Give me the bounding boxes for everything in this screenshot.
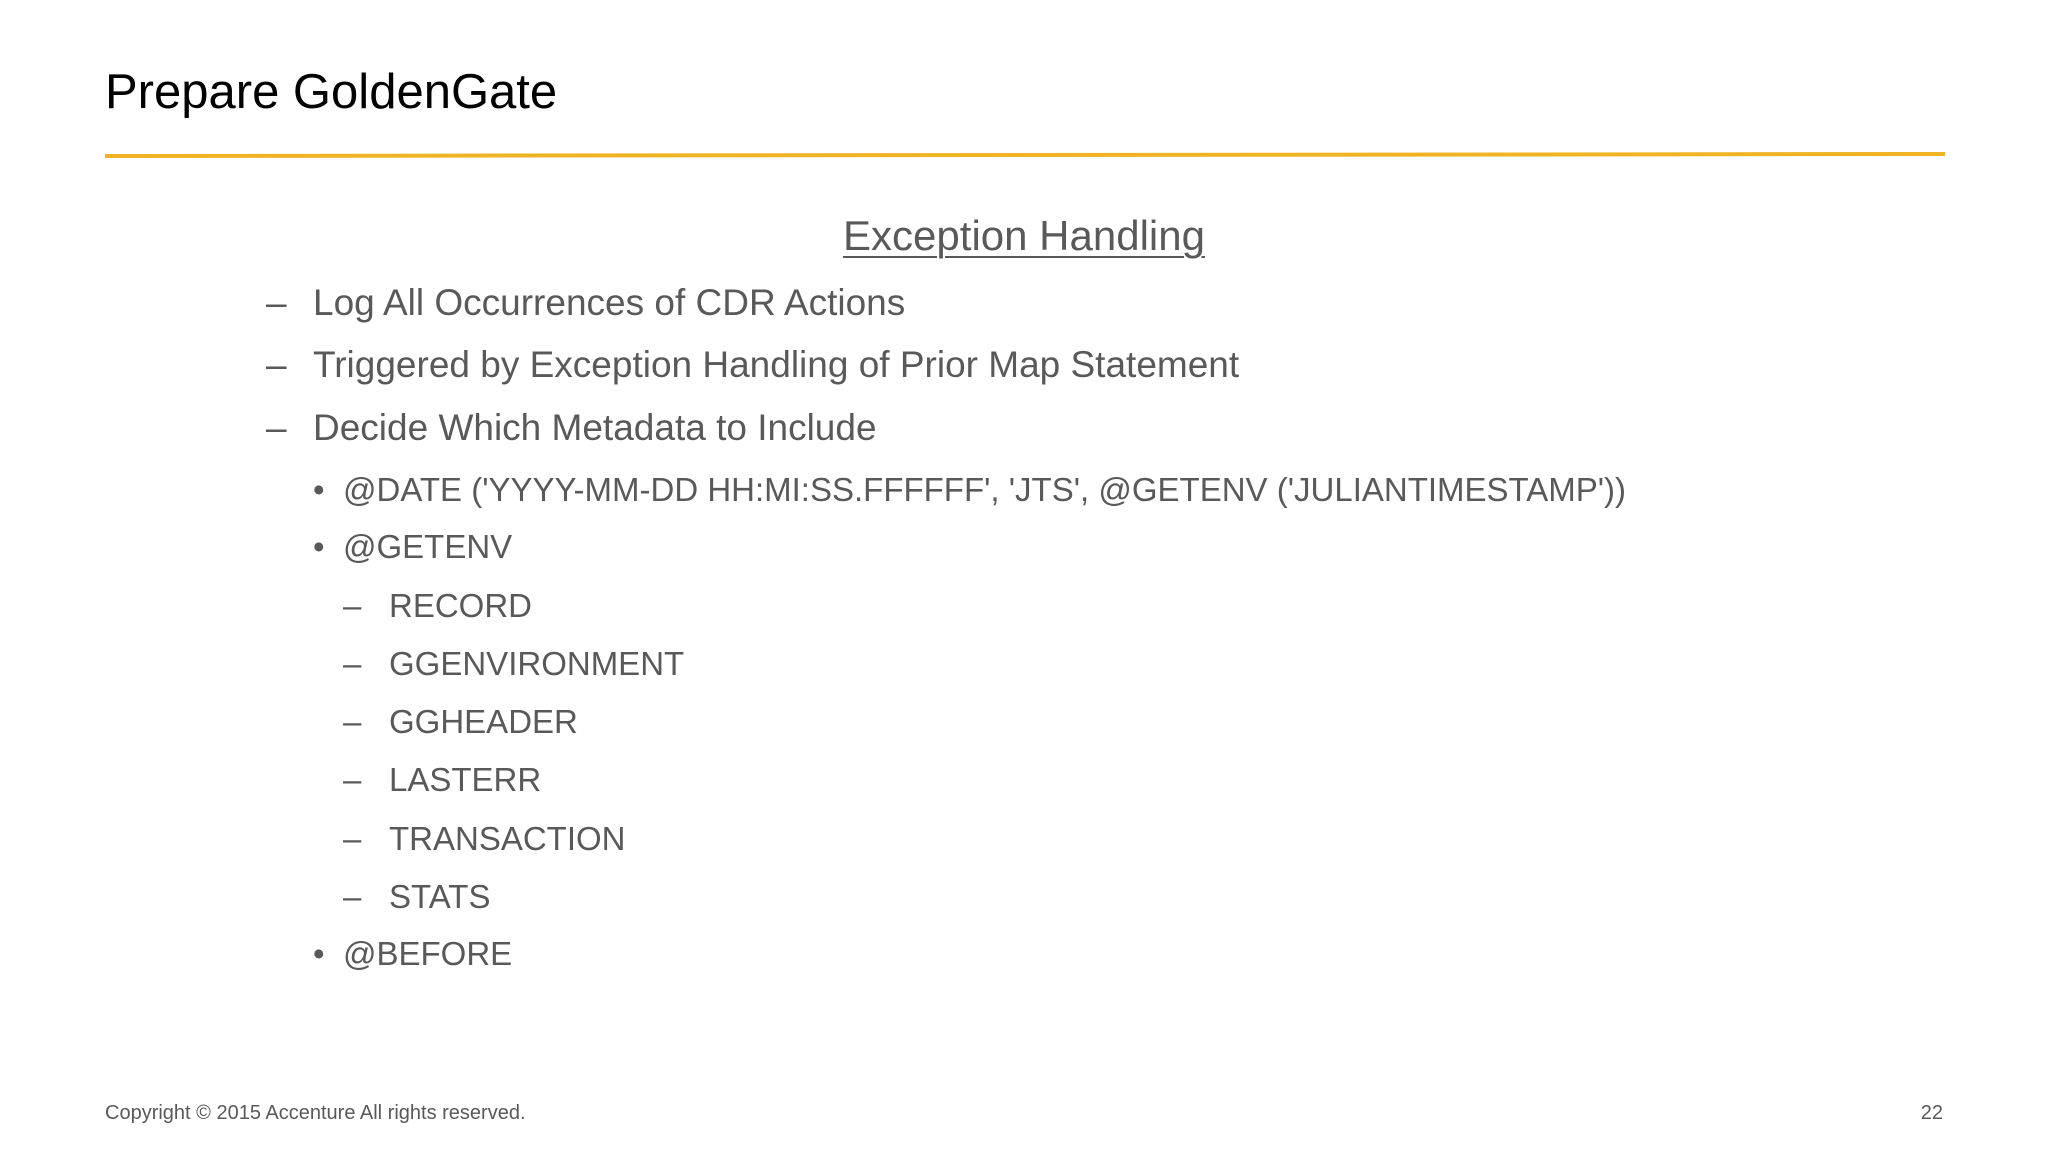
list-item: Triggered by Exception Handling of Prior Map Statement (313, 344, 1240, 385)
list-item: @GETENV (343, 528, 513, 565)
dash-marker: – (343, 645, 362, 682)
list-item: @DATE ('YYYY-MM-DD HH:MI:SS.FFFFFF', 'JTS', @GETENV ('JULIANTIMESTAMP')) (343, 471, 1627, 508)
dash-marker: – (343, 703, 362, 740)
list-item: GGENVIRONMENT (389, 645, 685, 682)
footer-copyright: Copyright © 2015 Accenture All rights reserved. (105, 1102, 526, 1124)
list-item: LASTERR (389, 761, 542, 798)
dash-marker: – (266, 282, 287, 323)
bullet-marker: • (313, 935, 325, 972)
dash-marker: – (343, 587, 362, 624)
list-item: TRANSACTION (389, 820, 626, 857)
dash-marker: – (343, 820, 362, 857)
dash-marker: – (343, 761, 362, 798)
dash-marker: – (266, 407, 287, 448)
list-item: STATS (389, 878, 491, 915)
page-number: 22 (1920, 1102, 1943, 1124)
title-divider (105, 152, 1945, 158)
list-item: GGHEADER (389, 703, 578, 740)
bullet-marker: • (313, 471, 325, 508)
list-item: Log All Occurrences of CDR Actions (313, 282, 906, 323)
dash-marker: – (266, 344, 287, 385)
slide-title: Prepare GoldenGate (105, 65, 558, 119)
list-item: Decide Which Metadata to Include (313, 407, 877, 448)
dash-marker: – (343, 878, 362, 915)
list-item: @BEFORE (343, 935, 513, 972)
bullet-marker: • (313, 528, 325, 565)
section-heading: Exception Handling (843, 212, 1205, 259)
list-item: RECORD (389, 587, 533, 624)
